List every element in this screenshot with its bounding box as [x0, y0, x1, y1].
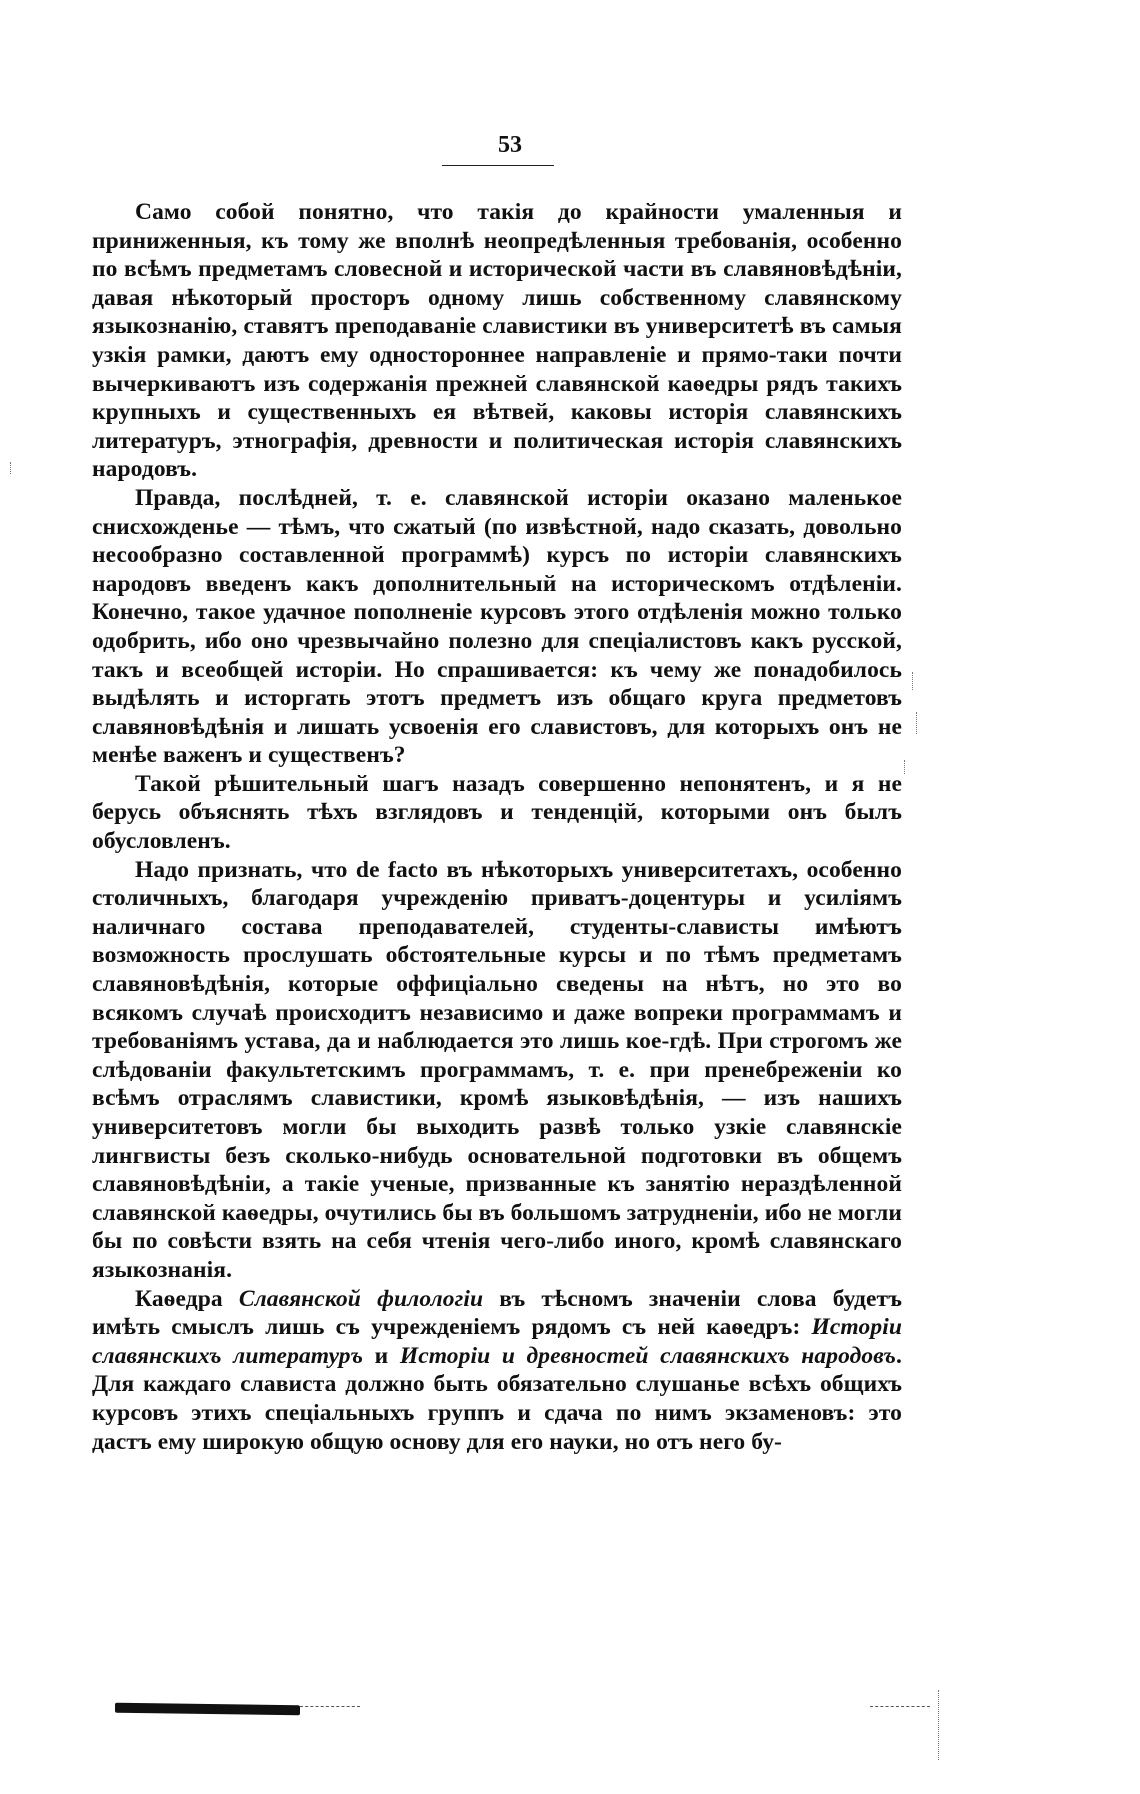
paragraph-5-text-4: . Для каждаго слависта должно быть обязательно слушанье всѣхъ общихъ курсовъ этихъ спеціальныхъ группъ и сдача по нимъ экзаменовъ: это дастъ ему широкую общую основу для его науки, но отъ него бу-	[92, 1342, 902, 1455]
paragraph-4: Надо признать, что de facto въ нѣкоторыхъ университетахъ, особенно столичныхъ, благодаря учрежденію приватъ-доцентуры и усиліямъ наличнаго состава преподавателей, студенты-слависты имѣютъ возможность прослушать обстоятельные курсы и по тѣмъ предметамъ славяновѣдѣнія, которые оффиціально сведены на нѣтъ, но это во всякомъ случаѣ происходитъ независимо и даже вопреки программамъ и требованіямъ устава, да и наблюдается это лишь кое-гдѣ. При строгомъ же слѣдованіи факультетскимъ программамъ, т. е. при пренебреженіи ко всѣмъ отраслямъ славистики, кромѣ языковѣдѣнія, — изъ нашихъ университетовъ могли бы выходить развѣ только узкіе славянскіе лингвисты безъ сколько-нибудь основательной подготовки въ общемъ славяновѣдѣніи, а такіе ученые, призванные къ занятію нераздѣленной славянской каѳедры, очутились бы въ большомъ затрудненіи, ибо не могли бы по совѣсти взять на себя чтенія чего-либо иного, кромѣ славянскаго языкознанія.	[92, 856, 903, 1283]
page-number-rule	[442, 165, 554, 166]
margin-dot-mark	[10, 462, 11, 474]
paragraph-5-text-1: Каѳедра	[135, 1285, 239, 1312]
paragraph-1: Само собой понятно, что такія до крайности умаленныя и приниженныя, къ тому же вполнѣ неопредѣленныя требованія, особенно по всѣмъ предметамъ словесной и исторической части въ славяновѣдѣніи, давая нѣкоторый просторъ одному лишь собственному славянскому языкознанію, ставятъ преподаваніе славистики въ университетѣ въ самыя узкія рамки, даютъ ему одностороннее направленіе и прямо-таки почти вычеркиваютъ изъ содержанія прежней славянской каѳедры рядъ такихъ крупныхъ и существенныхъ ея вѣтвей, каковы исторія славянскихъ литературъ, этнографія, древности и политическая исторія славянскихъ народовъ.	[92, 199, 902, 483]
paragraph-5-italic-1: Славянской филологіи	[238, 1285, 484, 1312]
body-text	[92, 198, 902, 1456]
page-number: 53	[498, 132, 522, 158]
paragraph-3: Такой рѣшительный шагъ назадъ совершенно непонятенъ, и я не берусь объяснять тѣхъ взглядовъ и тенденцій, которыми онъ былъ обусловленъ.	[92, 770, 902, 855]
bottom-scan-bar	[115, 1703, 300, 1716]
margin-scan-mark-3	[904, 760, 905, 774]
paragraph-5	[92, 1285, 902, 1457]
paragraph-2: Правда, послѣдней, т. е. славянской исторіи оказано маленькое снисхожденье — тѣмъ, что сжатый (по извѣстной, надо сказать, довольно несообразно составленной программѣ) курсъ по исторіи славянскихъ народовъ введенъ какъ дополнительный на историческомъ отдѣленіи. Конечно, такое удачное пополненіе курсовъ этого отдѣленія можно только одобрить, ибо оно чрезвычайно полезно для спеціалистовъ какъ русской, такъ и всеобщей исторіи. Но спрашивается: къ чему же понадобилось выдѣлять и исторгать этотъ предметъ изъ общаго круга предметовъ славяновѣдѣнія и лишать усвоенія его славистовъ, для которыхъ онъ не менѣе важенъ и существенъ?	[92, 484, 902, 769]
bottom-scan-dash-left	[300, 1706, 360, 1707]
paragraph-5-italic-2: Исторіи славянскихъ литературъ	[92, 1314, 902, 1369]
margin-scan-mark-1	[912, 672, 913, 690]
margin-scan-mark-2	[916, 712, 917, 734]
bottom-scan-dash-right	[870, 1706, 930, 1707]
bottom-right-tick	[938, 1690, 939, 1760]
paragraph-5-text-3: и	[363, 1342, 400, 1369]
paragraph-5-text-2: въ тѣсномъ значеніи слова будетъ имѣть смыслъ лишь съ учрежденіемъ рядомъ съ ней каѳедръ:	[92, 1285, 902, 1341]
paragraph-5-italic-3: Исторіи и древностей славянскихъ народовъ	[399, 1342, 897, 1369]
